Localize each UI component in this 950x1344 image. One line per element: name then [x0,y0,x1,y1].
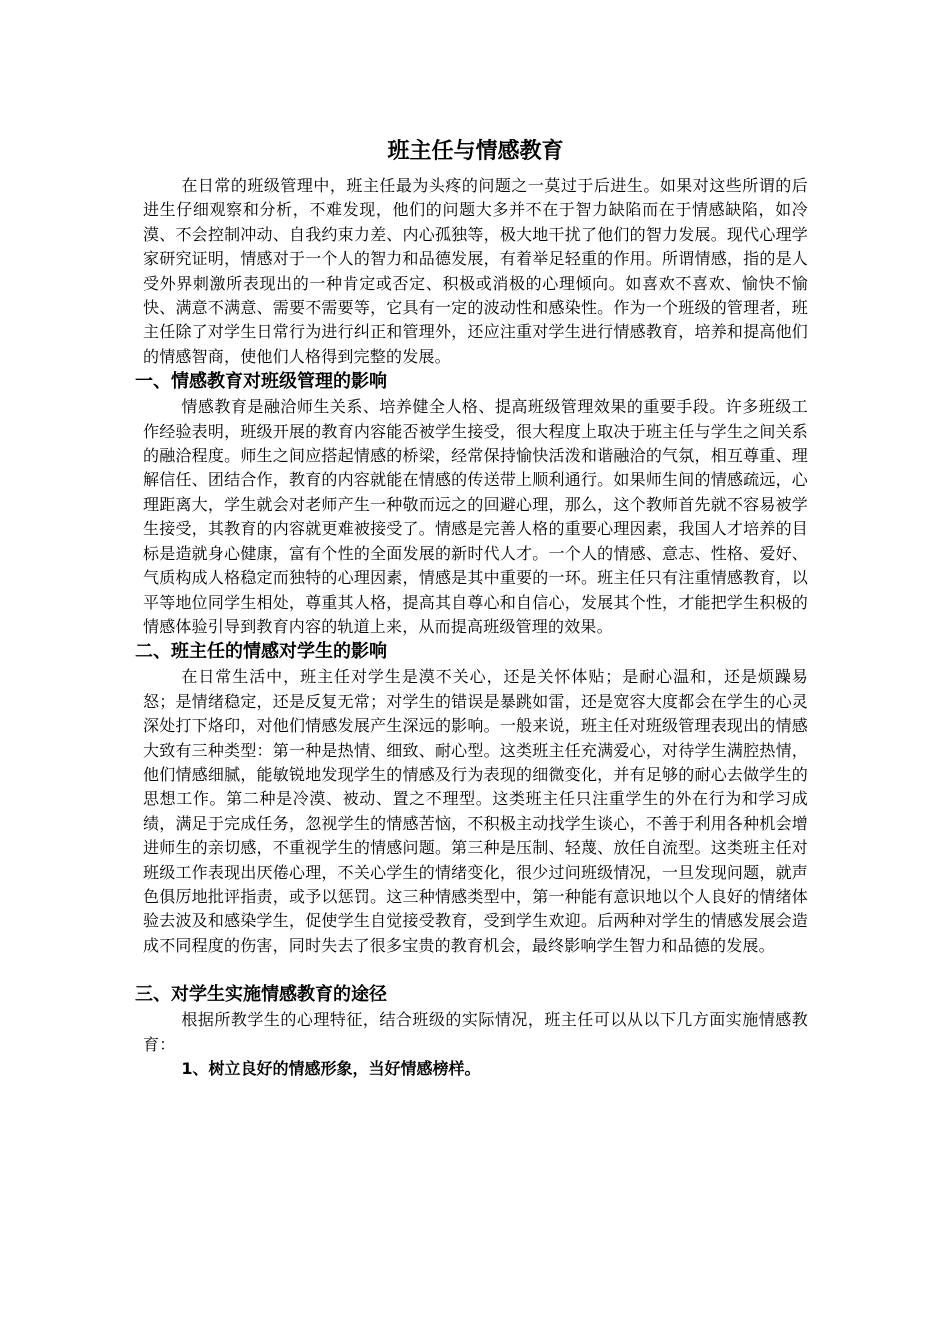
section-2-paragraph: 在日常生活中，班主任对学生是漠不关心，还是关怀体贴；是耐心温和，还是烦躁易怒；是情绪稳定，还是反复无常；对学生的错误是暴跳如雷，还是宽容大度都会在学生的心灵深处打下烙印，对他们情感发展产生深远的影响。一般来说，班主任对班级管理表现出的情感大致有三种类型：第一种是热情、细致、耐心型。这类班主任充满爱心，对待学生满腔热情，他们情感细腻，能敏锐地发现学生的情感及行为表现的细微变化，并有足够的耐心去做学生的思想工作。第二种是冷漠、被动、置之不理型。这类班主任只注重学生的外在行为和学习成绩，满足于完成任务，忽视学生的情感苦恼，不积极主动找学生谈心，不善于利用各种机会增进师生的亲切感，不重视学生的情感问题。第三种是压制、轻蔑、放任自流型。这类班主任对班级工作表现出厌倦心理，不关心学生的情绪变化，很少过问班级情况，一旦发现问题，就声色俱厉地批评指责，或予以惩罚。这三种情感类型中，第一种能有意识地以个人良好的情绪体验去波及和感染学生，促使学生自觉接受教育，受到学生欢迎。后两种对学生的情感发展会造成不同程度的伤害，同时失去了很多宝贵的教育机会，最终影响学生智力和品德的发展。 [143,667,808,955]
section-3-subheading: 1、树立良好的情感形象，当好情感榜样。 [181,1059,481,1078]
section-2-heading: 二、班主任的情感对学生的影响 [135,641,387,663]
intro-paragraph: 在日常的班级管理中，班主任最为头疼的问题之一莫过于后进生。如果对这些所谓的后进生仔细观察和分析，不难发现，他们的问题大多并不在于智力缺陷而在于情感缺陷，如冷漠、不会控制冲动、自我约束力差、内心孤独等，极大地干扰了他们的智力发展。现代心理学家研究证明，情感对于一个人的智力和品德发展，有着举足轻重的作用。所谓情感，指的是人受外界刺激所表现出的一种肯定或否定、积极或消极的心理倾向。如喜欢不喜欢、愉快不愉快、满意不满意、需要不需要等，它具有一定的波动性和感染性。作为一个班级的管理者，班主任除了对学生日常行为进行纠正和管理外，还应注重对学生进行情感教育，培养和提高他们的情感智商，使他们人格得到完整的发展。 [143,176,808,366]
section-1-paragraph: 情感教育是融洽师生关系、培养健全人格、提高班级管理效果的重要手段。许多班级工作经验表明，班级开展的教育内容能否被学生接受，很大程度上取决于班主任与学生之间关系的融洽程度。师生之间应搭起情感的桥梁，经常保持愉快活泼和谐融洽的气氛，相互尊重、理解信任、团结合作，教育的内容就能在情感的传送带上顺利通行。如果师生间的情感疏远，心理距离大，学生就会对老师产生一种敬而远之的回避心理，那么，这个教师首先就不容易被学生接受，其教育的内容就更难被接受了。情感是完善人格的重要心理因素，我国人才培养的目标是造就身心健康，富有个性的全面发展的新时代人才。一个人的情感、意志、性格、爱好、气质构成人格稳定而独特的心理因素，情感是其中重要的一环。班主任只有注重情感教育，以平等地位同学生相处，尊重其人格，提高其自尊心和自信心，发展其个性，才能把学生积极的情感体验引导到教育内容的轨道上来，从而提高班级管理的效果。 [143,397,808,636]
section-1-heading: 一、情感教育对班级管理的影响 [135,371,387,393]
section-spacer [143,958,808,982]
document-title: 班主任与情感教育 [387,139,564,164]
section-3-paragraph: 根据所教学生的心理特征，结合班级的实际情况，班主任可以从以下几方面实施情感教育： [143,1010,808,1054]
section-3-heading: 三、对学生实施情感教育的途径 [135,984,387,1006]
document-body [135,130,808,1081]
